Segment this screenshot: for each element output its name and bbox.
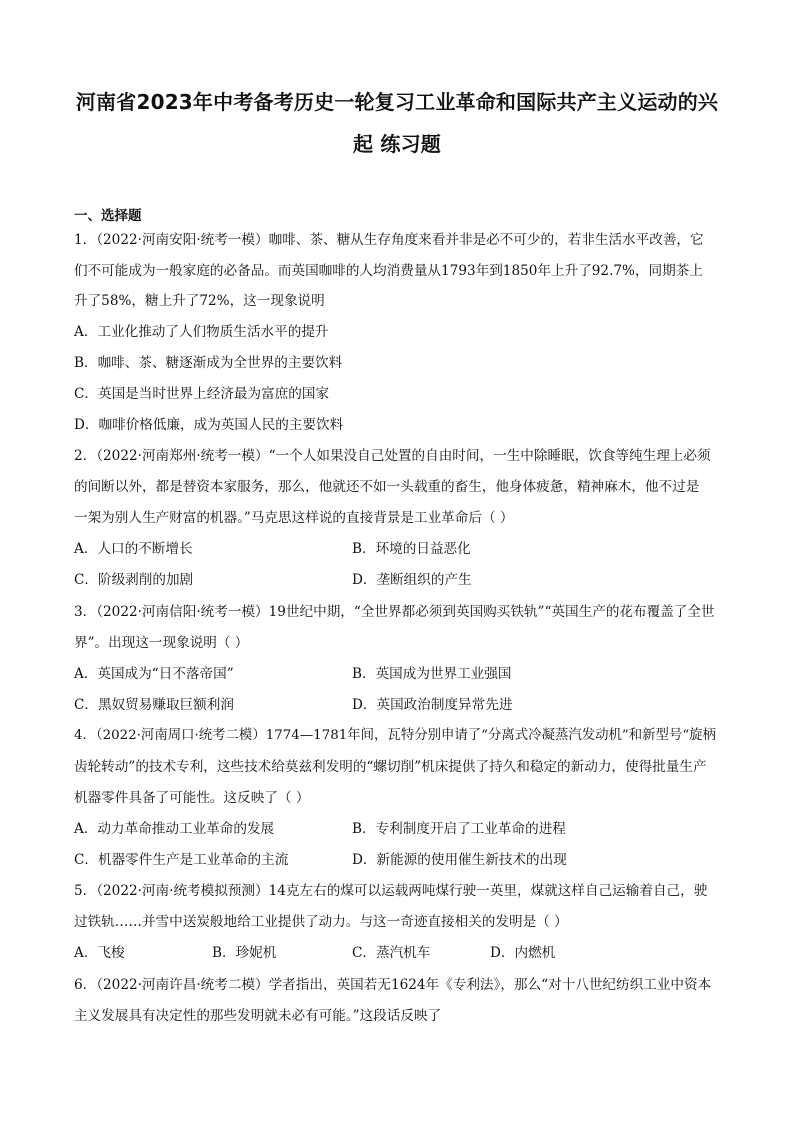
document-title-line-2: 起 练习题 — [353, 132, 441, 156]
question-2-option-b: B．环境的日益恶化 — [352, 541, 471, 557]
question-1-line-1: 1．（2022·河南安阳·统考一模）咖啡、茶、糖从生存角度来看并非是必不可少的，若非生活水平改善，它 — [74, 232, 704, 248]
question-3-option-c: C．黑奴贸易赚取巨额利润 — [74, 697, 234, 713]
question-3-line-1: 3．（2022·河南信阳·统考一模）19世纪中期，“全世界都必须到英国购买铁轨”“英国生产的花布覆盖了全世 — [74, 604, 715, 620]
question-1-option-b: B．咖啡、茶、糖逐渐成为全世界的主要饮料 — [74, 355, 343, 371]
question-4-line-2: 齿轮转动”的技术专利，这些技术给莫兹利发明的“螺切削”机床提供了持久和稳定的新动力，使得批量生产 — [74, 759, 707, 775]
question-1-option-d: D．咖啡价格低廉，成为英国人民的主要饮料 — [74, 417, 344, 433]
question-6-line-1: 6．（2022·河南许昌·统考二模）学者指出，英国若无1624年《专利法》，那么“对十八世纪纺织工业中资本 — [74, 977, 712, 993]
question-5-option-c: C．蒸汽机车 — [352, 945, 431, 961]
question-4-line-1: 4．（2022·河南周口·统考二模）1774—1781年间，瓦特分别申请了“分离式冷凝蒸汽发动机”和新型号“旋柄 — [74, 728, 716, 743]
question-1-line-3: 升了58%，糖上升了72%，这一现象说明 — [74, 293, 325, 309]
question-5-line-1: 5．（2022·河南·统考模拟预测）14克左右的煤可以运载两吨煤行驶一英里，煤就这样自己运输着自己，驶 — [74, 883, 708, 899]
question-5-line-2: 过铁轨……并雪中送炭般地给工业提供了动力。与这一奇迹直接相关的发明是（ ） — [74, 914, 568, 930]
question-4-option-a: A．动力革命推动工业革命的发展 — [74, 821, 275, 837]
question-2-line-3: 一架为别人生产财富的机器。”马克思这样说的直接背景是工业革命后（ ） — [74, 510, 514, 526]
question-5-option-b: B．珍妮机 — [212, 945, 277, 961]
question-6-line-2: 主义发展具有决定性的那些发明就未必有可能。”这段话反映了 — [74, 1008, 442, 1024]
question-4-line-3: 机器零件具备了可能性。这反映了（ ） — [74, 790, 310, 806]
question-1-option-c: C．英国是当时世界上经济最为富庶的国家 — [74, 386, 330, 402]
document-title-line-1: 河南省2023年中考备考历史一轮复习工业革命和国际共产主义运动的兴 — [75, 90, 719, 114]
question-2-option-c: C．阶级剥削的加剧 — [74, 572, 194, 588]
question-2-line-2: 的间断以外，都是替资本家服务，那么，他就还不如一头载重的畜生，他身体疲惫，精神麻木，他不过是 — [74, 479, 700, 495]
question-2-option-d: D．垄断组织的产生 — [352, 572, 472, 588]
question-2-option-a: A．人口的不断增长 — [74, 541, 193, 557]
question-3-option-b: B．英国成为世界工业强国 — [352, 666, 512, 682]
question-1-line-2: 们不可能成为一般家庭的必备品。而英国咖啡的人均消费量从1793年到1850年上升了92.7%，同期茶上 — [74, 263, 703, 279]
question-4-option-b: B．专利制度开启了工业革命的进程 — [352, 821, 566, 837]
question-5-option-d: D．内燃机 — [490, 945, 556, 961]
question-5-option-a: A．飞梭 — [74, 945, 125, 961]
question-1-option-a: A．工业化推动了人们物质生活水平的提升 — [74, 324, 329, 340]
section-heading: 一、选择题 — [74, 208, 142, 224]
question-3-option-d: D．英国政治制度异常先进 — [352, 697, 513, 713]
question-3-line-2: 界”。出现这一现象说明（ ） — [74, 635, 249, 651]
question-4-option-d: D．新能源的使用催生新技术的出现 — [352, 852, 567, 868]
question-2-line-1: 2．（2022·河南郑州·统考一模）“一个人如果没自己处置的自由时间，一生中除睡眠，饮食等纯生理上必须 — [74, 448, 711, 464]
question-3-option-a: A．英国成为“日不落帝国” — [74, 666, 234, 682]
question-4-option-c: C．机器零件生产是工业革命的主流 — [74, 852, 289, 868]
